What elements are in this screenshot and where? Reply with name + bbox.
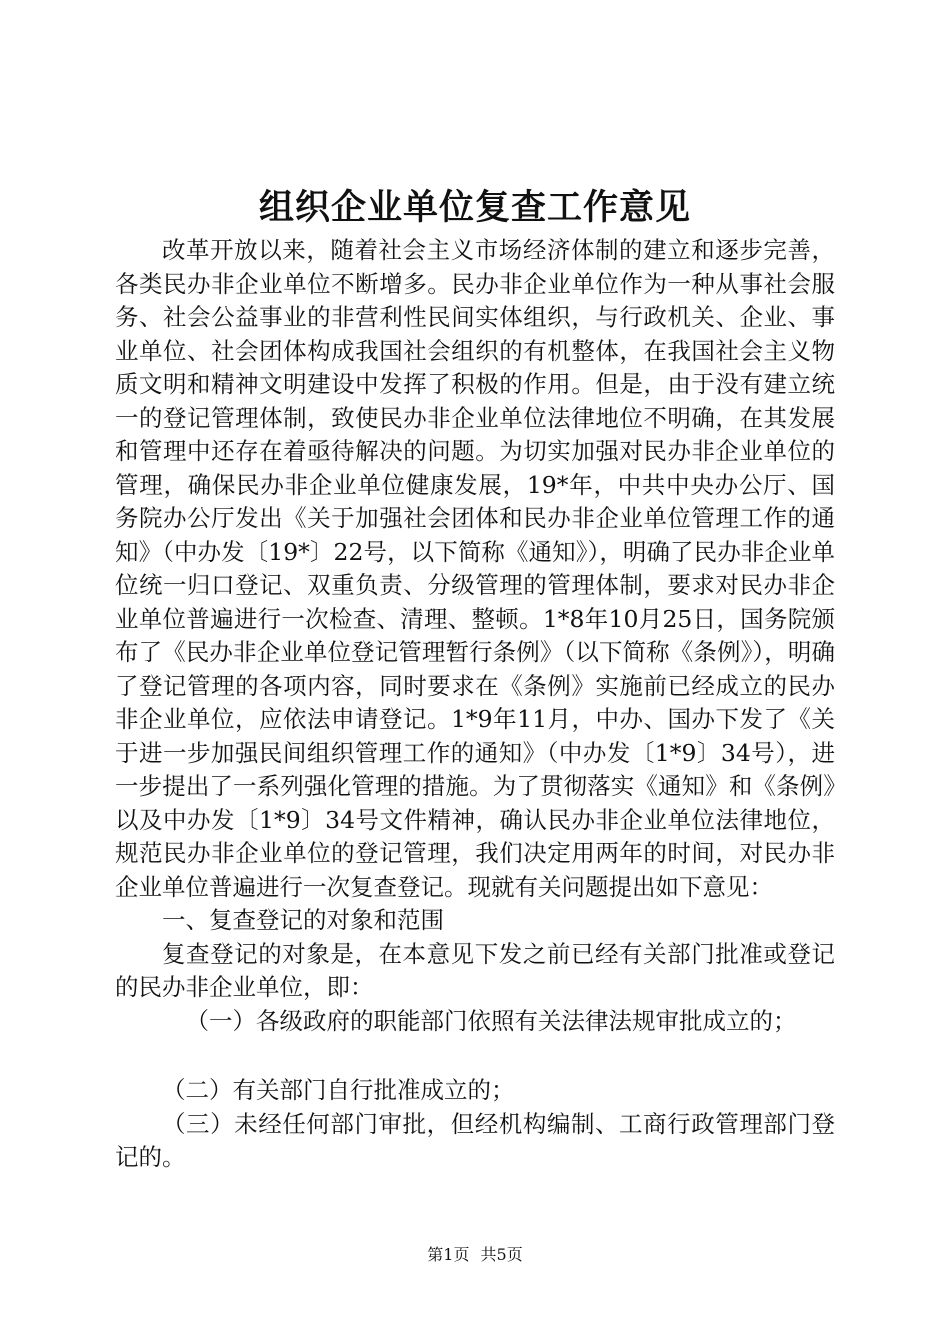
document-body [115,234,835,1175]
list-item-2: （二）有关部门自行批准成立的； [162,1076,515,1104]
scope-paragraph: 复查登记的对象是，在本意见下发之前已经有关部门批准或登记的民办非企业单位，即： [115,939,835,1001]
section-heading-1: 一、复查登记的对象和范围 [162,906,444,934]
document-title: 组织企业单位复查工作意见 [258,188,691,228]
page-footer: 第1页 共5页 [427,1245,523,1264]
list-item-3: （三）未经任何部门审批，但经机构编制、工商行政管理部门登记的。 [115,1109,835,1171]
paragraph-gap [115,1038,835,1074]
intro-paragraph: 改革开放以来，随着社会主义市场经济体制的建立和逐步完善，各类民办非企业单位不断增多。民办非企业单位作为一种从事社会服务、社会公益事业的非营利性民间实体组织，与行政机关、企业、事业单位、社会团体构成我国社会组织的有机整体，在我国社会主义物质文明和精神文明建设中发挥了积极的作用。但是，由于没有建立统一的登记管理体制，致使民办非企业单位法律地位不明确，在其发展和管理中还存在着亟待解决的问题。为切实加强对民办非企业单位的管理，确保民办非企业单位健康发展，19*年，中共中央办公厅、国务院办公厅发出《关于加强社会团体和民办非企业单位管理工作的通知》（中办发〔19*〕22号，以下简称《通知》），明确了民办非企业单位统一归口登记、双重负责、分级管理的管理体制，要求对民办非企业单位普遍进行一次检查、清理、整顿。1*8年10月25日，国务院颁布了《民办非企业单位登记管理暂行条例》（以下简称《条例》），明确了登记管理的各项内容，同时要求在《条例》实施前已经成立的民办非企业单位，应依法申请登记。1*9年11月，中办、国办下发了《关于进一步加强民间组织管理工作的通知》（中办发〔1*9〕34号），进一步提出了一系列强化管理的措施。为了贯彻落实《通知》和《条例》以及中办发〔1*9〕34号文件精神，确认民办非企业单位法律地位，规范民办非企业单位的登记管理，我们决定用两年的时间，对民办非企业单位普遍进行一次复查登记。现就有关问题提出如下意见： [115,236,835,901]
list-item-1: （一）各级政府的职能部门依照有关法律法规审批成立的； [185,1006,797,1035]
